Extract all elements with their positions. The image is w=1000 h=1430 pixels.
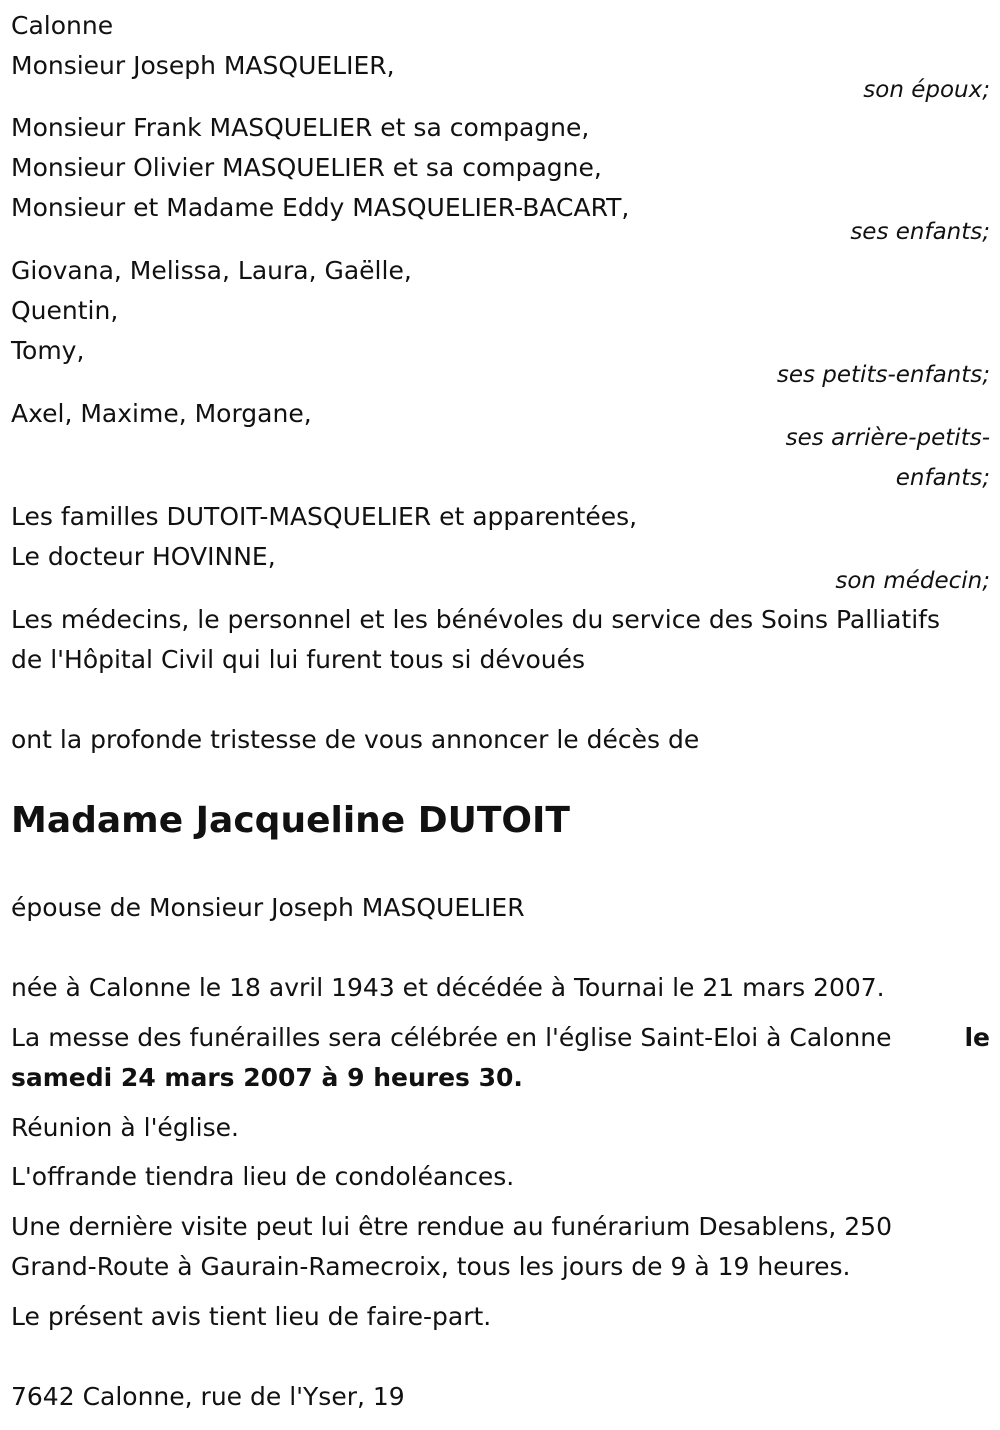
mass-date: samedi 24 mars 2007 à 9 heures 30. [11, 1063, 523, 1092]
great-grandchildren-names: Axel, Maxime, Morgane, [11, 399, 312, 428]
place-line: Calonne [11, 11, 114, 40]
grandchildren-role: ses petits-enfants; [776, 362, 990, 388]
great-grandchildren-role: ses arrière-petits- [785, 425, 990, 451]
grandchild-line: Tomy, [11, 336, 85, 365]
families-line: Les familles DUTOIT-MASQUELIER et apparentées, [11, 502, 638, 531]
mass-date-start: le [964, 1023, 990, 1052]
meeting-line: Réunion à l'église. [11, 1113, 239, 1142]
child-line: Monsieur Frank MASQUELIER et sa compagne, [11, 113, 590, 142]
dates-line: née à Calonne le 18 avril 1943 et décédée à Tournai le 21 mars 2007. [11, 973, 885, 1002]
mass-text: La messe des funérailles sera célébrée en l'église Saint-Eloi à Calonne [11, 1023, 892, 1052]
doctor-name: Le docteur HOVINNE, [11, 542, 276, 571]
address-line: 7642 Calonne, rue de l'Yser, 19 [11, 1382, 405, 1411]
offering-line: L'offrande tiendra lieu de condoléances. [11, 1162, 515, 1191]
child-line: Monsieur Olivier MASQUELIER et sa compagne, [11, 153, 602, 182]
child-line: Monsieur et Madame Eddy MASQUELIER-BACART, [11, 193, 630, 222]
spouse-of-line: épouse de Monsieur Joseph MASQUELIER [11, 893, 525, 922]
visit-line: Une dernière visite peut lui être rendue au funérarium Desablens, 250 [11, 1212, 892, 1241]
great-grandchildren-role-cont: enfants; [895, 465, 990, 491]
notice-line: Le présent avis tient lieu de faire-part. [11, 1302, 492, 1331]
deceased-name: Madame Jacqueline DUTOIT [11, 800, 570, 841]
mass-line [11, 1018, 990, 1058]
spouse-name: Monsieur Joseph MASQUELIER, [11, 51, 395, 80]
visit-line: Grand-Route à Gaurain-Ramecroix, tous les jours de 9 à 19 heures. [11, 1252, 851, 1281]
palliative-line: Les médecins, le personnel et les bénévoles du service des Soins Palliatifs [11, 605, 940, 634]
announcement: ont la profonde tristesse de vous annoncer le décès de [11, 725, 700, 754]
grandchild-line: Giovana, Melissa, Laura, Gaëlle, [11, 256, 412, 285]
doctor-role: son médecin; [835, 568, 990, 594]
grandchild-line: Quentin, [11, 296, 119, 325]
palliative-line: de l'Hôpital Civil qui lui furent tous si dévoués [11, 645, 586, 674]
children-role: ses enfants; [850, 219, 990, 245]
spouse-role: son époux; [863, 77, 990, 103]
